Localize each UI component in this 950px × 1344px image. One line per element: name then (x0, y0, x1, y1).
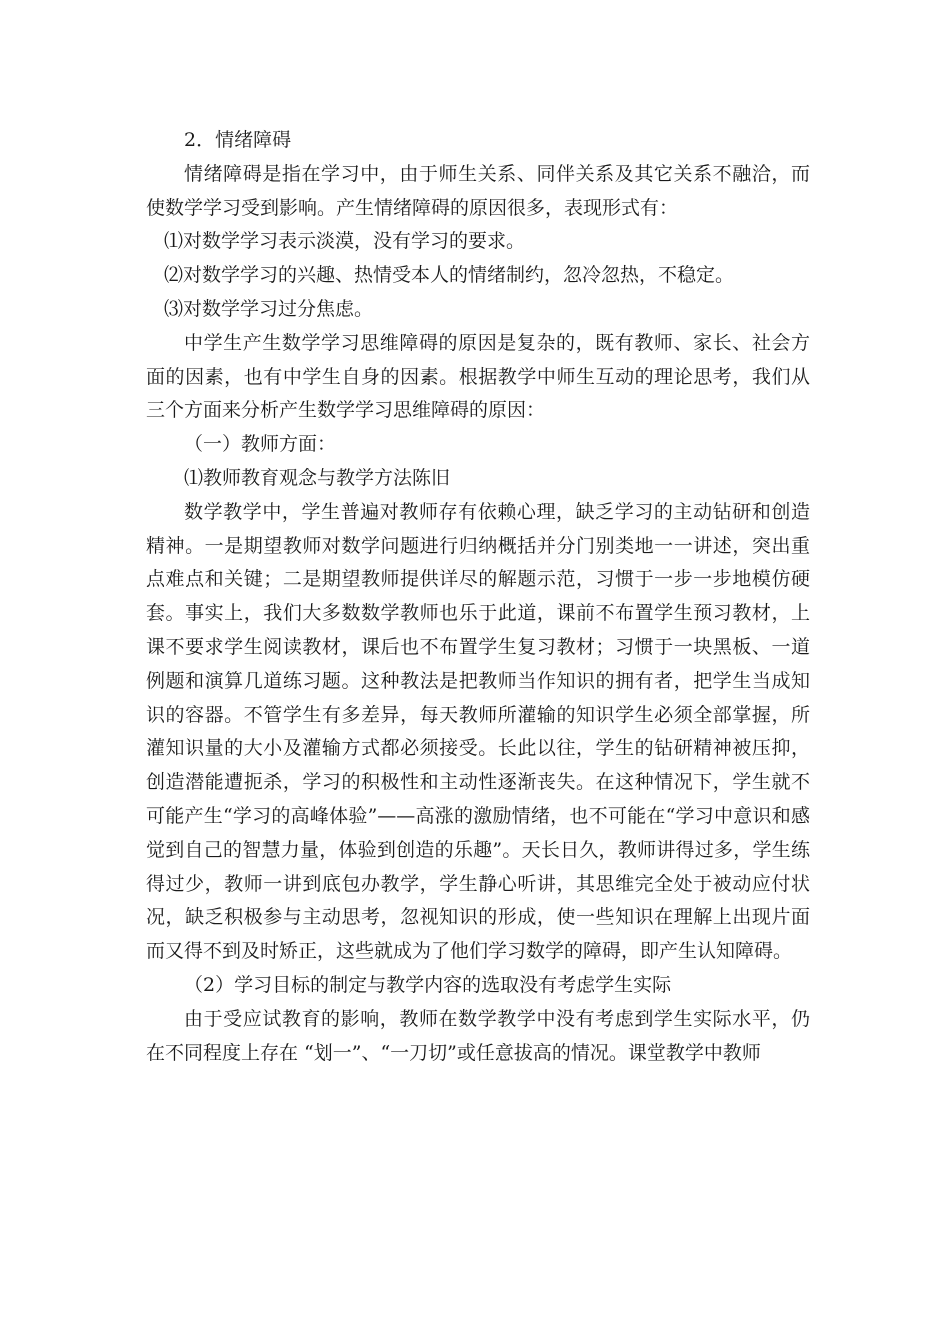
document-body (146, 124, 810, 1070)
subheading-teaching-methods: ⑴教师教育观念与教学方法陈旧 (184, 466, 451, 489)
list-item-3: ⑶对数学学习过分焦虑。 (164, 297, 374, 320)
paragraph-teaching-methods: 数学教学中，学生普遍对教师存有依赖心理，缺乏学习的主动钻研和创造精神。一是期望教师对数学问题进行归纳概括并分门别类地一一讲述，突出重点难点和关键；二是期望教师提供详尽的解题示范，习惯于一步一步地模仿硬套。事实上，我们大多数数学教师也乐于此道，课前不布置学生预习教材，上课不要求学生阅读教材，课后也不布置学生复习教材；习惯于一块黑板、一道例题和演算几道练习题。这种教法是把教师当作知识的拥有者，把学生当成知识的容器。不管学生有多差异，每天教师所灌输的知识学生必须全部掌握，所灌知识量的大小及灌输方式都必须接受。长此以往，学生的钻研精神被压抑，创造潜能遭扼杀，学习的积极性和主动性逐渐丧失。在这种情况下，学生就不可能产生“学习的高峰体验”——高涨的激励情绪，也不可能在“学习中意识和感觉到自己的智慧力量，体验到创造的乐趣”。天长日久，教师讲得过多，学生练得过少，教师一讲到底包办教学，学生静心听讲，其思维完全处于被动应付状况，缺乏积极参与主动思考，忽视知识的形成，使一些知识在理解上出现片面而又得不到及时矫正，这些就成为了他们学习数学的障碍，即产生认知障碍。 (146, 500, 810, 963)
paragraph-causes-intro: 中学生产生数学学习思维障碍的原因是复杂的，既有教师、家长、社会方面的因素，也有中学生自身的因素。根据教学中师生互动的理论思考，我们从三个方面来分析产生数学学习思维障碍的原因： (146, 331, 810, 422)
section-heading-emotional-obstacle: 2．情绪障碍 (184, 129, 292, 151)
paragraph-learning-goals: 由于受应试教育的影响，教师在数学教学中没有考虑到学生实际水平，仍在不同程度上存在 “划一”、“一刀切”或任意拔高的情况。课堂教学中教师 (146, 1007, 810, 1064)
subheading-learning-goals: （2）学习目标的制定与教学内容的选取没有考虑学生实际 (184, 973, 672, 996)
paragraph-emotional-definition: 情绪障碍是指在学习中，由于师生关系、同伴关系及其它关系不融洽，而使数学学习受到影响。产生情绪障碍的原因很多，表现形式有： (146, 162, 810, 219)
list-item-1: ⑴对数学学习表示淡漠，没有学习的要求。 (164, 230, 526, 253)
list-item-2: ⑵对数学学习的兴趣、热情受本人的情绪制约，忽冷忽热，不稳定。 (164, 264, 735, 287)
section-heading-teacher: （一）教师方面： (184, 433, 337, 456)
